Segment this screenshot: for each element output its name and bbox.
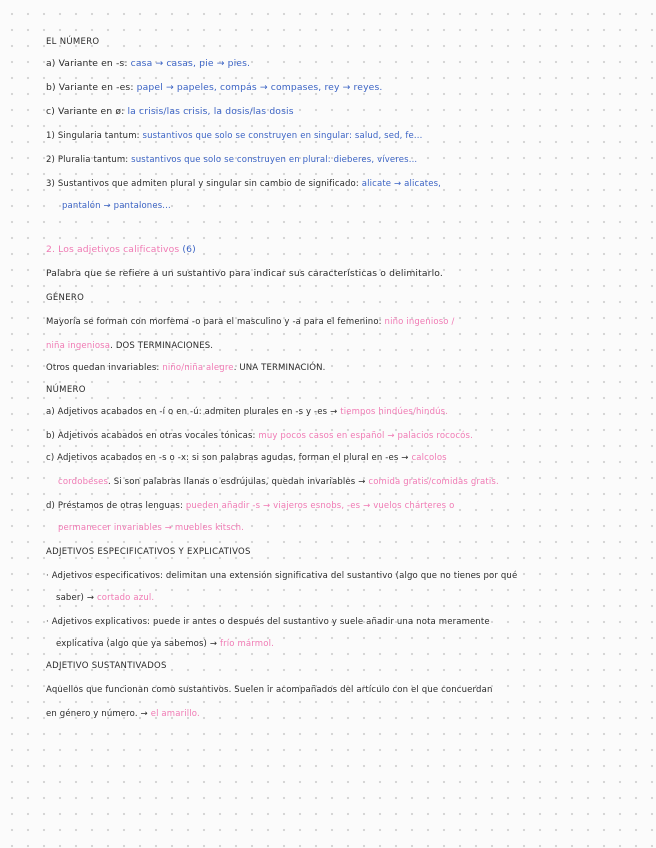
note-line — [46, 406, 448, 418]
note-line — [46, 362, 325, 374]
example-text: cortado azul. — [96, 593, 155, 603]
subheading-genero — [46, 292, 84, 304]
note-text: 3) Sustantivos que admiten plural y singular sin cambio de significado: — [46, 179, 362, 189]
note-text: . UNA TERMINACIÓN. — [233, 363, 326, 373]
note-text: b) Adjetivos acabados en otras vocales tónicas: — [46, 431, 259, 441]
note-line — [62, 200, 171, 212]
heading-text: GÉNERO — [46, 293, 85, 303]
note-text: saber) → — [56, 593, 97, 603]
note-text: Palabra que se refiere a un sustantivo para indicar sus características o delimitarlo. — [46, 268, 443, 279]
example-text: cordobeses — [58, 477, 109, 487]
example-text: comida gratis/comidas gratis. — [368, 477, 499, 487]
note-line — [56, 592, 154, 604]
example-text: frío mármol. — [220, 639, 274, 649]
note-line — [46, 452, 447, 464]
subheading-sustantivados — [46, 660, 167, 672]
example-text: tiempos hindúes/hindús. — [340, 407, 449, 417]
heading-text: NÚMERO — [46, 385, 86, 395]
note-text: · Adjetivos especificativos: delimitan una extensión significativa del sustantivo (algo que no tienes por qué — [46, 571, 518, 581]
note-text: a) Variante en -s: — [46, 58, 131, 69]
note-text: en género y número. → — [46, 709, 151, 719]
example-text: niño/niña alegre — [162, 363, 234, 373]
heading-text: ADJETIVO SUSTANTIVADOS — [46, 661, 167, 671]
note-text: c) Variante en ø: — [46, 106, 128, 117]
example-text: casa → casas, pie → pies. — [130, 58, 251, 69]
subheading-numero — [46, 384, 86, 396]
example-text: calcolos — [411, 453, 447, 463]
note-text: . DOS TERMINACIONES. — [110, 341, 214, 351]
note-text: c) Adjetivos acabados en -s o -x: si son palabras agudas, forman el plural en -es → — [46, 453, 412, 463]
note-line — [46, 106, 294, 118]
example-text: permanecer invariables → muebles kitsch. — [58, 523, 244, 533]
section-heading-adjetivos — [46, 244, 196, 256]
subheading-especificativos — [46, 546, 251, 558]
note-line — [58, 476, 499, 488]
example-text: sustantivos que solo se construyen en singular: salud, sed, fe... — [142, 131, 423, 141]
note-text: explicativa (algo que ya sabemos) → — [56, 639, 220, 649]
example-text: muy pocos casos en español → palacios rococós. — [258, 431, 473, 441]
note-line — [56, 638, 274, 650]
note-line — [46, 316, 455, 328]
example-text: pueden añadir -s → viajeros esnobs, -es → vuelos chárteres o — [185, 501, 455, 511]
note-text: 2) Pluralia tantum: — [46, 155, 132, 165]
note-text: d) Préstamos de otras lenguas: — [46, 501, 186, 511]
note-line — [46, 684, 492, 696]
example-text: niña ingeniosa — [46, 341, 111, 351]
note-text: a) Adjetivos acabados en -í o en -ú: admiten plurales en -s y -es → — [46, 407, 341, 417]
note-text: Mayoría se forman con morfema -o para el masculino y -a para el femenino: — [46, 317, 385, 327]
example-text: alicate → alicates, — [361, 179, 442, 189]
note-line — [46, 616, 490, 628]
note-line — [46, 500, 454, 512]
note-line — [46, 430, 473, 442]
note-text: 1) Singularia tantum: — [46, 131, 143, 141]
note-text: Otros quedan invariables: — [46, 363, 163, 373]
heading-text: ADJETIVOS ESPECIFICATIVOS Y EXPLICATIVOS — [46, 547, 251, 557]
note-line — [46, 708, 200, 720]
heading-text: EL NÚMERO — [46, 37, 100, 47]
note-line — [46, 130, 422, 142]
section-heading-numero — [46, 36, 99, 48]
note-line — [46, 570, 517, 582]
example-text: la crisis/las crisis, la dosis/las dosis — [127, 106, 294, 117]
example-text: papel → papeles, compás → compases, rey → reyes. — [136, 82, 383, 93]
note-line — [46, 178, 441, 190]
heading-count: (6) — [182, 244, 196, 255]
example-text: niño ingenioso / — [384, 317, 455, 327]
note-line — [58, 522, 244, 534]
note-line — [46, 268, 443, 280]
note-text: · Adjetivos explicativos: puede ir antes o después del sustantivo y suele añadir una nota meramente — [46, 617, 490, 627]
note-text: Aquellos que funcionan como sustantivos. Suelen ir acompañados del artículo con el que concuerdan — [46, 685, 493, 695]
note-line — [46, 58, 250, 70]
note-text: . Si son palabras llanas o esdrújulas, quedan invariables → — [108, 477, 369, 487]
note-text: b) Variante en -es: — [46, 82, 137, 93]
example-text: el amarillo. — [150, 709, 200, 719]
example-text: pantalón → pantalones... — [62, 201, 171, 211]
example-text: sustantivos que solo se construyen en plural: dieberes, víveres... — [131, 155, 418, 165]
note-line — [46, 82, 382, 94]
note-line — [46, 154, 417, 166]
heading-text: 2. Los adjetivos calificativos — [46, 244, 180, 255]
note-line — [46, 340, 213, 352]
